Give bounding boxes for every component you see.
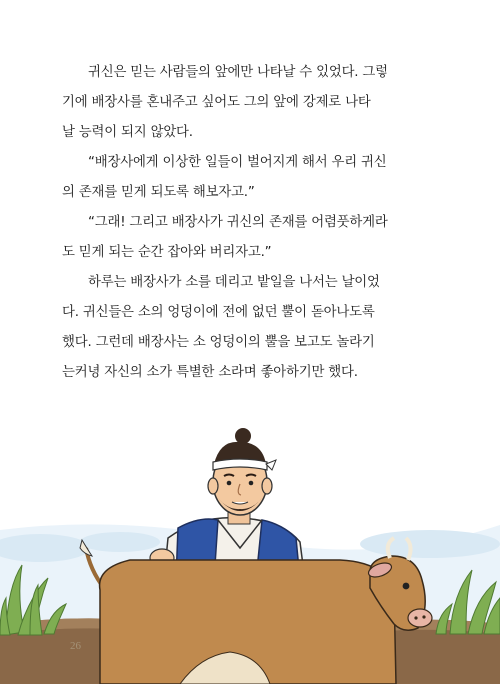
text-line: 날 능력이 되지 않았다.	[62, 125, 193, 140]
text-line: 귀신은 믿는 사람들의 앞에만 나타날 수 있었다. 그렇	[88, 65, 388, 80]
text-line: 기에 배장사를 혼내주고 싶어도 그의 앞에 강제로 나타	[62, 95, 371, 110]
text-line: “그래! 그리고 배장사가 귀신의 존재를 어렴풋하게라	[88, 215, 388, 230]
cow-muzzle	[408, 609, 432, 627]
page-number: 26	[70, 640, 81, 652]
text-line: 도 믿게 되는 순간 잡아와 버리자고.”	[62, 245, 272, 260]
topknot	[235, 428, 251, 444]
text-line: 하루는 배장사가 소를 데리고 밭일을 나서는 날이었	[88, 275, 380, 290]
paragraph-1	[62, 58, 438, 148]
text-line: “배장사에게 이상한 일들이 벌어지게 해서 우리 귀신	[88, 155, 387, 170]
paragraph-4	[62, 268, 438, 388]
eye-right	[249, 481, 254, 486]
paragraph-3	[62, 208, 438, 268]
paragraph-2	[62, 148, 438, 208]
text-line: 했다. 그런데 배장사는 소 엉덩이의 뿔을 보고도 놀라기	[62, 335, 375, 350]
eye-left	[227, 481, 232, 486]
cow-eye	[403, 583, 410, 590]
text-line: 의 존재를 믿게 되도록 해보자고.”	[62, 185, 255, 200]
story-text	[62, 58, 438, 388]
text-line: 는커녕 자신의 소가 특별한 소라며 좋아하기만 했다.	[62, 365, 358, 380]
text-line: 다. 귀신들은 소의 엉덩이에 전에 없던 뿔이 돋아나도록	[62, 305, 375, 320]
cow-figure	[80, 538, 432, 684]
